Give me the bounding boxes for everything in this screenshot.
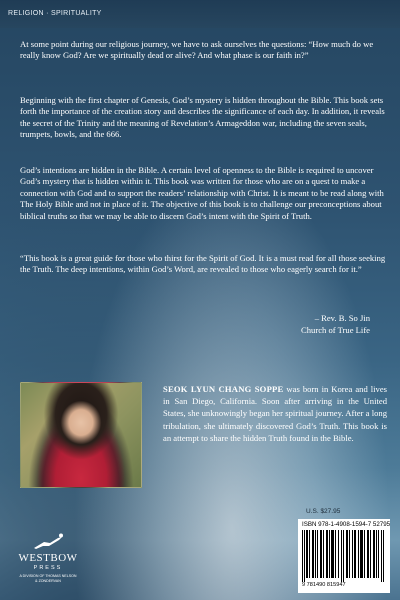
description-paragraph-1: At some point during our religious journey, we have to ask ourselves the questions: “How much do we really know God? Are we spiritually dead or alive? And what phase is our faith in?” xyxy=(20,39,374,61)
quote-author: – Rev. B. So Jin xyxy=(314,313,370,323)
barcode-bars xyxy=(302,530,386,582)
author-photo xyxy=(20,382,142,488)
description-paragraph-3: God’s intentions are hidden in the Bible. A certain level of openness to the Bible is required to uncover God’s mystery that is hidden within it. This book was written for those who are on a quest to make a connection with God and to support the readers’ relationship with Christ. It is meant to be read along with The Holy Bible and not in place of it. The objective of this book is to challenge our preconceptions about biblical truths so that we may be able to discern God’s intent with the Spirit of Truth. xyxy=(20,165,384,221)
publisher-division-line-1: A DIVISION OF THOMAS NELSON xyxy=(19,574,77,578)
isbn-number: ISBN 978-1-4908-1594-7 xyxy=(302,521,372,528)
isbn-label xyxy=(302,521,390,528)
author-bio xyxy=(163,383,387,444)
price-label: U.S. $27.95 xyxy=(306,508,341,515)
author-name: SEOK LYUN CHANG SOPPE xyxy=(163,384,284,394)
author-bio-text: was born in Korea and lives in San Diego, California. Soon after arriving in the United States, she unknowingly began her spiritual journey. After a long tribulation, she ultimately discovered God’s Truth. This book is an attempt to share the hidden Truth found in the Bible. xyxy=(163,384,387,443)
publisher-press: PRESS xyxy=(33,565,63,571)
barcode xyxy=(298,519,390,593)
publisher-division-line-2: & ZONDERVAN xyxy=(35,579,61,583)
runner-icon xyxy=(28,532,68,552)
quote-church: Church of True Life xyxy=(301,325,370,335)
price-code: 52795 xyxy=(372,521,391,528)
publisher-logo xyxy=(8,532,88,594)
description-paragraph-2: Beginning with the first chapter of Genesis, God’s mystery is hidden throughout the Bible. This book sets forth the importance of the creation story and describes the significance of each day. In addition, it reveals the secret of the Trinity and the meaning of Revelation’s Armageddon war, including the seven seals, trumpets, bowls, and the 666. xyxy=(20,95,385,140)
publisher-name: WESTBOW xyxy=(18,552,78,564)
publisher-division xyxy=(8,574,88,584)
category-label: RELIGION · SPIRITUALITY xyxy=(8,10,102,17)
endorsement-quote: “This book is a great guide for those who thirst for the Spirit of God. It is a must read for all those seeking the Truth. The deep intentions, within God’s Word, are revealed to those who eagerly search for it.” xyxy=(20,253,386,275)
ean-number: 9 781490 815947 xyxy=(302,582,346,588)
